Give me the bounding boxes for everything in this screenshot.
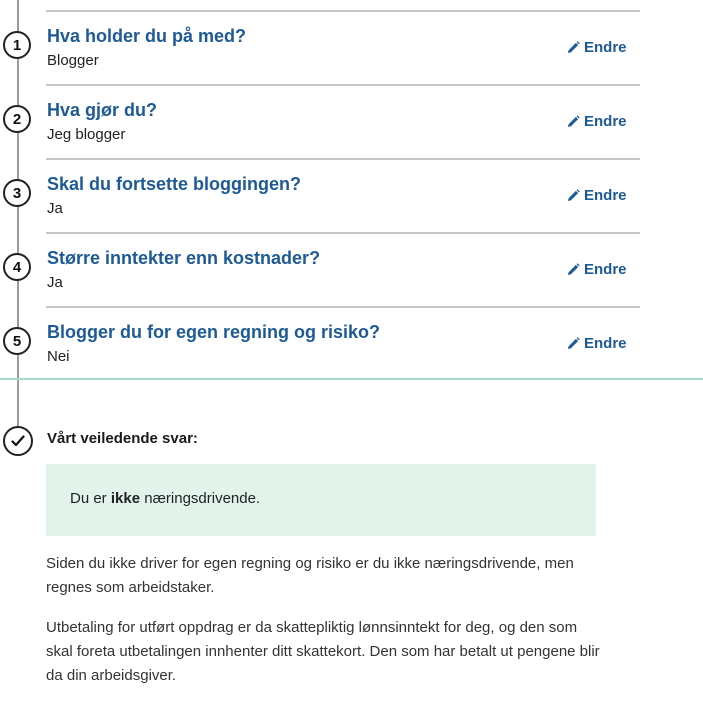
edit-label: Endre xyxy=(584,335,627,352)
step-answer: Jeg blogger xyxy=(47,126,126,143)
result-label: Vårt veiledende svar: xyxy=(47,430,198,447)
result-answer-prefix: Du er xyxy=(70,490,111,507)
step-divider xyxy=(46,232,640,234)
step-4 xyxy=(0,232,703,306)
step-answer: Blogger xyxy=(47,52,99,69)
edit-label: Endre xyxy=(584,261,627,278)
step-question: Skal du fortsette bloggingen? xyxy=(47,174,302,194)
result-answer-box xyxy=(46,464,596,536)
step-divider xyxy=(46,10,640,12)
step-1 xyxy=(0,10,703,84)
pencil-icon xyxy=(567,41,580,54)
edit-button[interactable] xyxy=(567,261,627,278)
step-number-badge: 1 xyxy=(3,31,31,59)
step-question: Hva gjør du? xyxy=(47,100,158,120)
step-question: Hva holder du på med? xyxy=(47,26,247,46)
pencil-icon xyxy=(567,337,580,350)
step-2 xyxy=(0,84,703,158)
step-divider xyxy=(46,306,640,308)
step-answer: Ja xyxy=(47,274,63,291)
result-explanation-2: Utbetaling for utført oppdrag er da skattepliktig lønnsinntekt for deg, og den som skal foreta utbetalingen innhenter ditt skattekort. Den som har betalt ut pengene blir da din arbeidsgiver. xyxy=(46,619,600,684)
step-number-badge: 2 xyxy=(3,105,31,133)
edit-label: Endre xyxy=(584,187,627,204)
edit-label: Endre xyxy=(584,113,627,130)
step-answer: Ja xyxy=(47,200,63,217)
edit-button[interactable] xyxy=(567,39,627,56)
step-answer: Nei xyxy=(47,348,70,365)
step-question: Større inntekter enn kostnader? xyxy=(47,248,321,268)
result-answer-emphasis: ikke xyxy=(110,490,141,507)
edit-button[interactable] xyxy=(567,335,627,352)
step-divider xyxy=(46,158,640,160)
result-divider xyxy=(0,378,703,380)
step-number-badge: 3 xyxy=(3,179,31,207)
pencil-icon xyxy=(567,263,580,276)
edit-button[interactable] xyxy=(567,113,627,130)
result-answer-suffix: næringsdrivende. xyxy=(140,490,261,507)
edit-button[interactable] xyxy=(567,187,627,204)
step-number-badge: 5 xyxy=(3,327,31,355)
checkmark-icon xyxy=(11,435,25,447)
result-explanation-1: Siden du ikke driver for egen regning og risiko er du ikke næringsdrivende, men regnes som arbeidstaker. xyxy=(46,555,574,596)
step-5 xyxy=(0,306,703,380)
step-number-badge: 4 xyxy=(3,253,31,281)
step-3 xyxy=(0,158,703,232)
result-answer xyxy=(70,490,260,507)
result-check-badge xyxy=(3,426,33,456)
pencil-icon xyxy=(567,115,580,128)
step-question: Blogger du for egen regning og risiko? xyxy=(47,322,381,342)
pencil-icon xyxy=(567,189,580,202)
step-divider xyxy=(46,84,640,86)
edit-label: Endre xyxy=(584,39,627,56)
